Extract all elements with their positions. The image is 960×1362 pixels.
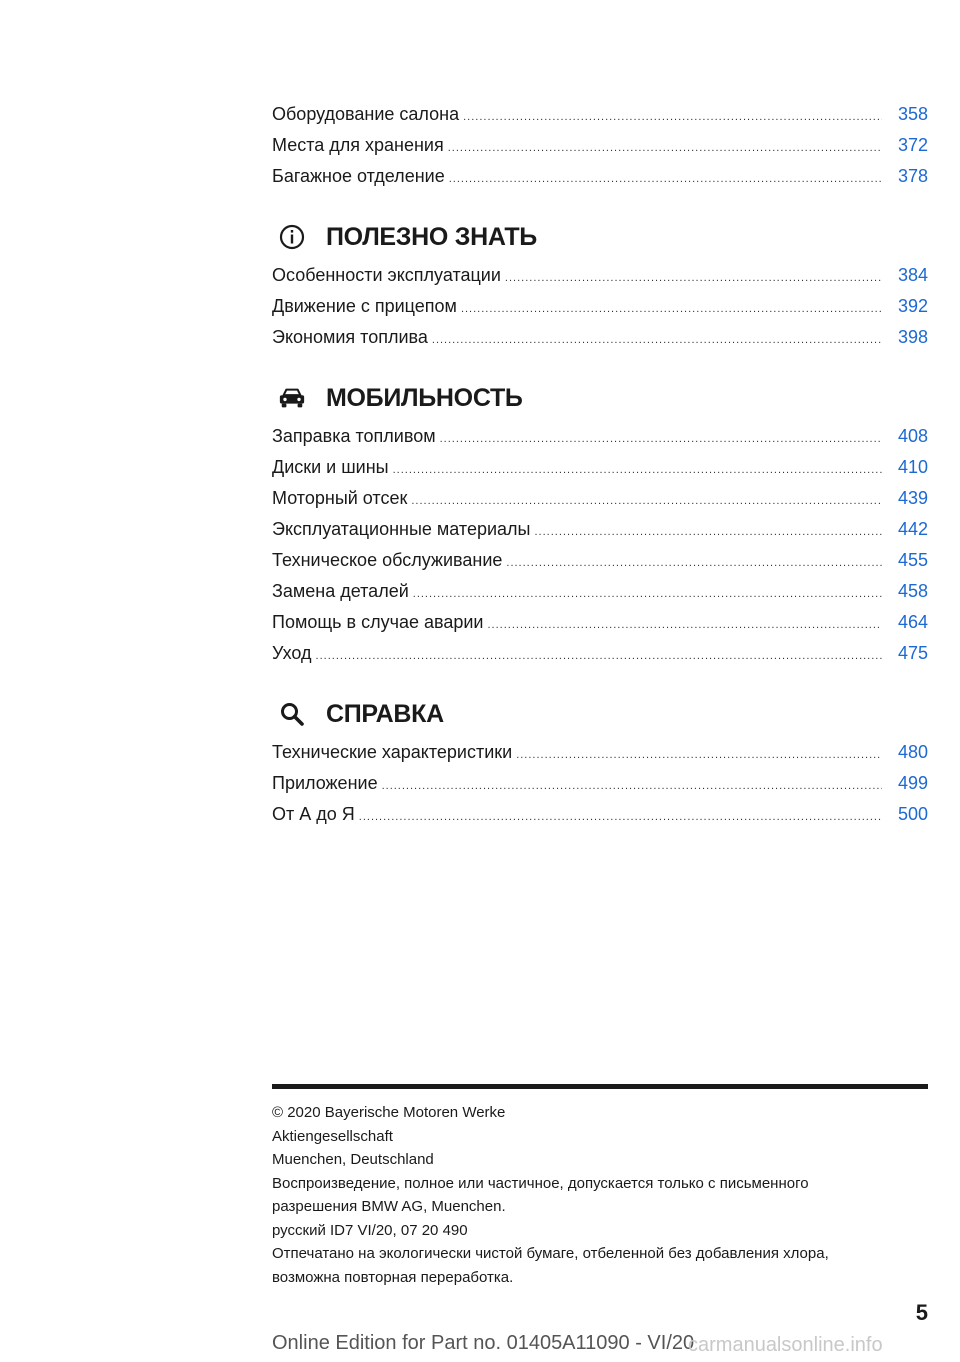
toc-entry-label: Диски и шины	[272, 457, 389, 477]
toc-entry-label: Технические характеристики	[272, 742, 513, 762]
toc-group	[272, 696, 928, 835]
toc-entry[interactable]	[272, 457, 928, 488]
toc-group	[272, 219, 928, 358]
toc-group	[272, 104, 928, 197]
toc-entry-label: Эксплуатационные материалы	[272, 519, 531, 539]
imprint-line: возможна повторная переработка.	[272, 1268, 514, 1286]
toc-entry-label: Замена деталей	[272, 581, 409, 601]
dot-leader	[448, 142, 882, 154]
toc-entry[interactable]	[272, 742, 928, 773]
toc-entry[interactable]	[272, 265, 928, 296]
section-heading	[278, 696, 928, 732]
toc-page-link[interactable]: 439	[897, 488, 928, 508]
toc-entry-label: Приложение	[272, 773, 378, 793]
dot-leader	[432, 334, 882, 346]
toc-page-link[interactable]: 398	[897, 327, 928, 347]
toc-page-link[interactable]: 410	[897, 457, 928, 477]
section-title: МОБИЛЬНОСТЬ	[326, 383, 523, 412]
dot-leader	[359, 811, 882, 823]
toc-entry[interactable]	[272, 643, 928, 674]
toc-entry-label: Моторный отсек	[272, 488, 408, 508]
car-icon	[278, 384, 306, 412]
dot-leader	[382, 780, 882, 792]
toc-entry-label: Техническое обслуживание	[272, 550, 503, 570]
section-heading	[278, 219, 928, 255]
toc-entry[interactable]	[272, 550, 928, 581]
section-heading	[278, 380, 928, 416]
toc-page-link[interactable]: 480	[897, 742, 928, 762]
dot-leader	[505, 272, 882, 284]
toc-entry-label: Уход	[272, 643, 312, 663]
imprint-line: русский ID7 VI/20, 07 20 490	[272, 1221, 468, 1239]
toc-page-link[interactable]: 455	[897, 550, 928, 570]
toc-entry-label: Оборудование салона	[272, 104, 460, 124]
info-icon	[278, 223, 306, 251]
toc-group	[272, 380, 928, 674]
toc-entry[interactable]	[272, 166, 928, 197]
dot-leader	[488, 619, 883, 631]
toc-page-link[interactable]: 475	[897, 643, 928, 663]
imprint-line: Отпечатано на экологически чистой бумаге, отбеленной без добавления хлора,	[272, 1245, 829, 1262]
dot-leader	[440, 433, 882, 445]
toc-page-link[interactable]: 408	[897, 426, 928, 446]
toc-entry-label: Экономия топлива	[272, 327, 428, 347]
toc-entry[interactable]	[272, 426, 928, 457]
table-of-contents	[272, 104, 928, 835]
search-icon	[278, 700, 306, 728]
toc-entry[interactable]	[272, 327, 928, 358]
dot-leader	[316, 650, 882, 662]
dot-leader	[463, 111, 882, 123]
toc-page-link[interactable]: 500	[897, 804, 928, 824]
dot-leader	[535, 526, 883, 538]
dot-leader	[516, 749, 882, 761]
toc-entry-label: От А до Я	[272, 804, 355, 824]
imprint-line: разрешения BMW AG, Muenchen.	[272, 1198, 506, 1215]
toc-entry[interactable]	[272, 488, 928, 519]
imprint-divider	[272, 1084, 928, 1089]
toc-entry-label: Заправка топливом	[272, 426, 436, 446]
page-number: 5	[915, 1300, 928, 1325]
toc-entry[interactable]	[272, 773, 928, 804]
toc-entry[interactable]	[272, 135, 928, 166]
toc-entry[interactable]	[272, 519, 928, 550]
imprint-line: Aktiengesellschaft	[272, 1127, 393, 1145]
toc-page-link[interactable]: 378	[897, 166, 928, 186]
toc-page-link[interactable]: 442	[897, 519, 928, 539]
toc-page-link[interactable]: 458	[897, 581, 928, 601]
dot-leader	[461, 303, 882, 315]
section-title: СПРАВКА	[326, 699, 444, 728]
toc-entry[interactable]	[272, 296, 928, 327]
toc-page-link[interactable]: 464	[897, 612, 928, 632]
toc-entry[interactable]	[272, 104, 928, 135]
toc-entry[interactable]	[272, 581, 928, 612]
imprint-line: Воспроизведение, полное или частичное, допускается только с письменного	[272, 1174, 809, 1192]
toc-entry[interactable]	[272, 804, 928, 835]
footer-edition: Online Edition for Part no. 01405A11090 - VI/20	[272, 1332, 695, 1354]
toc-page-link[interactable]: 499	[897, 773, 928, 793]
toc-entry-label: Места для хранения	[272, 135, 444, 155]
imprint-block	[272, 1101, 928, 1289]
toc-entry-label: Движение с прицепом	[272, 296, 457, 316]
imprint-line: Muenchen, Deutschland	[272, 1151, 434, 1168]
dot-leader	[449, 173, 882, 185]
imprint-line: © 2020 Bayerische Motoren Werke	[272, 1104, 506, 1121]
watermark: carmanualsonline.info	[688, 1334, 883, 1356]
section-title: ПОЛЕЗНО ЗНАТЬ	[326, 222, 537, 251]
toc-page-link[interactable]: 392	[897, 296, 928, 316]
toc-entry-label: Помощь в случае аварии	[272, 612, 484, 632]
toc-entry[interactable]	[272, 612, 928, 643]
toc-page-link[interactable]: 358	[897, 104, 928, 124]
dot-leader	[393, 464, 882, 476]
toc-entry-label: Особенности эксплуатации	[272, 265, 501, 285]
toc-page-link[interactable]: 384	[897, 265, 928, 285]
dot-leader	[506, 557, 882, 569]
dot-leader	[411, 495, 882, 507]
dot-leader	[413, 588, 882, 600]
toc-entry-label: Багажное отделение	[272, 166, 445, 186]
toc-page-link[interactable]: 372	[897, 135, 928, 155]
